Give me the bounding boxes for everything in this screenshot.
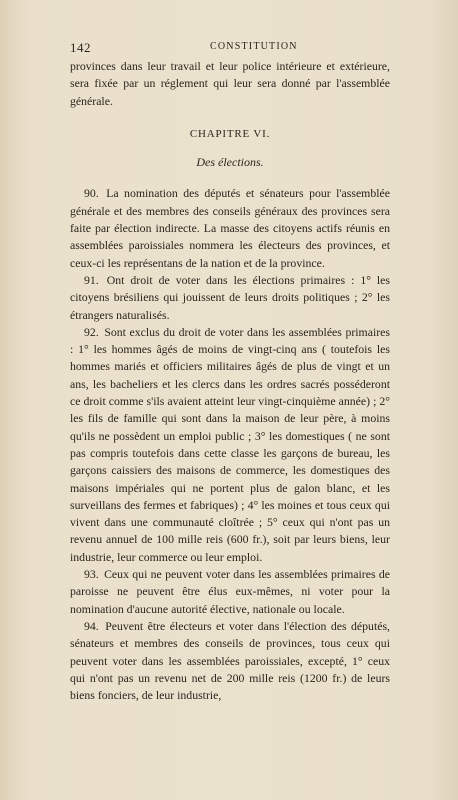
intro-paragraph: provinces dans leur travail et leur police intérieure et extérieure, sera fixée par un réglement qui leur sera donné par l'assemblée générale. [70,59,390,108]
article-text: Ceux qui ne peuvent voter dans les assemblées primaires de paroisse ne peuvent être élus eux-mêmes, ni voter pour la nomination d'aucune autorité élective, nationale ou locale. [70,567,390,616]
article-text: Sont exclus du droit de voter dans les assemblées primaires : 1° les hommes âgés de moins de vingt-cinq ans ( toutefois les hommes mariés et officiers militaires âgés de plus de vingt et un ans, les bacheliers et les clercs dans les ordres sacrés posséderont ce droit comme s'ils avaient atteint leur vingt-cinquième année) ; 2° les fils de famille qui sont dans la maison de leur père, à moins qu'ils ne possèdent un emploi public ; 3° les domestiques ( ne sont pas compris toutefois dans cette classe les garçons de bureau, les garçons caissiers des maisons de commerce, les domestiques des maisons impériales qui ne portent plus de galon blanc, et les surveillans des fermes et fabriques) ; 4° les moines et tous ceux qui vivent dans une communauté cloîtrée ; 5° ceux qui n'ont pas un revenu annuel de 100 mille reis (600 fr.), soit par leurs biens, leur industrie, leur commerce ou leur emploi. [70,324,390,564]
article-paragraph [70,566,390,618]
article-paragraph [70,185,390,271]
page-number: 142 [70,40,91,55]
article-number: 94. [84,618,99,633]
article-number: 93. [84,567,99,582]
article-paragraph [70,618,390,704]
article-text: La nomination des députés et sénateurs pour l'assemblée générale et des membres des conseils généraux des provinces sera faite par élection indirecte. La masse des citoyens actifs réunis en assemblées paroissiales nommera les électeurs des provinces, et ceux-ci les représentans de la nation et de la province. [70,186,391,270]
article-text: Peuvent être électeurs et voter dans l'élection des députés, sénateurs et membres des conseils de provinces, tous ceux qui peuvent voter dans les assemblées paroissiales, excepté, 1° ceux qui n'ont pas un revenu net de 200 mille reis (1200 fr.) de leurs biens fonciers, de leur industrie, [70,618,391,703]
article-number: 91. [84,272,99,287]
chapter-title: CHAPITRE VI. [189,127,271,140]
page-text [70,58,390,704]
running-title: CONSTITUTION [210,41,298,52]
page-header [70,40,390,56]
article-number: 90. [84,186,99,201]
section-title: Des élections. [196,155,264,170]
article-number: 92. [84,324,99,339]
article-paragraph [70,272,390,324]
article-text: Ont droit de voter dans les élections primaires : 1° les citoyens brésiliens qui jouissent de leurs droits politiques ; 2° les étrangers naturalisés. [70,272,391,322]
article-paragraph [70,324,390,566]
